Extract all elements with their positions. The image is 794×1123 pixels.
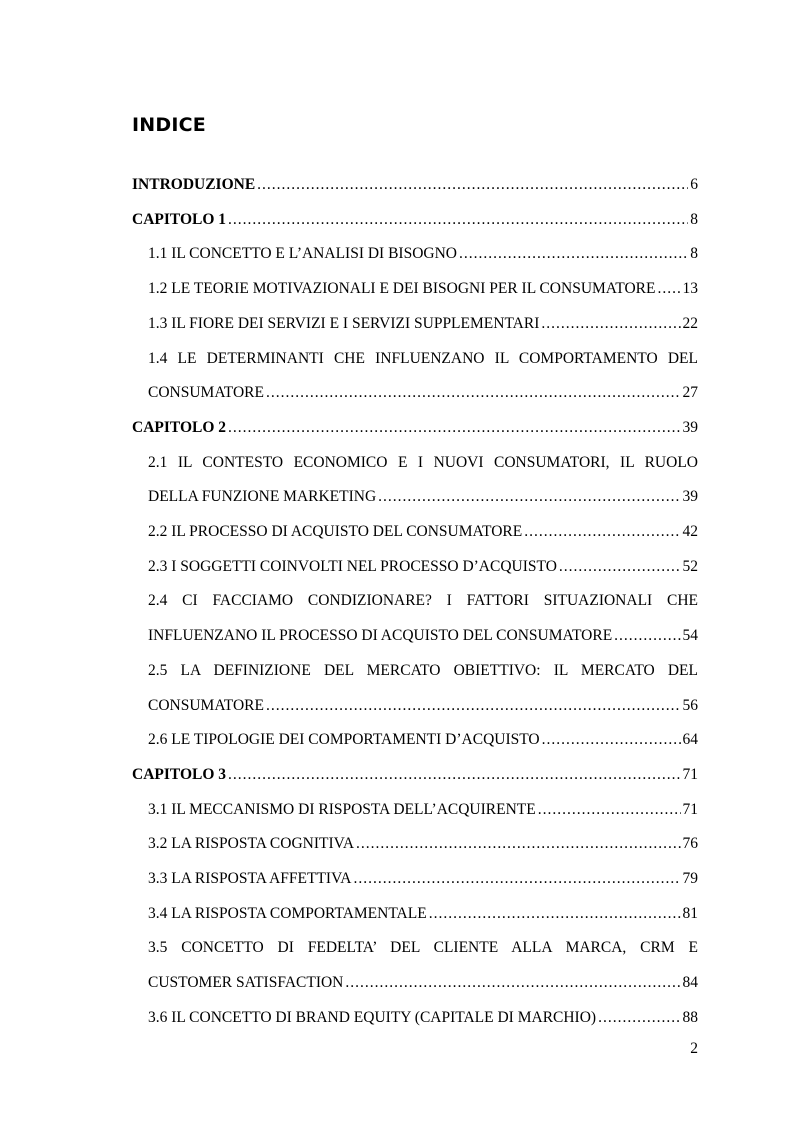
toc-entry-page: 13 [682, 280, 698, 298]
toc-dot-leader [356, 834, 680, 854]
toc-entry-label: 1.3 IL FIORE DEI SERVIZI E I SERVIZI SUPPLEMENTARI [148, 314, 540, 332]
toc-entry-label: CONSUMATORE [148, 384, 264, 402]
toc-entry-page: 71 [682, 800, 698, 818]
toc-entry-label: 3.1 IL MECCANISMO DI RISPOSTA DELL’ACQUIRENTE [148, 800, 536, 818]
toc-dot-leader [345, 973, 680, 993]
toc-dot-leader [542, 730, 681, 750]
toc-entry-page: 27 [682, 384, 698, 402]
toc-entry-page: 39 [682, 488, 698, 506]
toc-section-entry[interactable] [148, 869, 698, 889]
toc-section-entry[interactable] [148, 383, 698, 403]
toc-entry-page: 22 [682, 314, 698, 332]
toc-entry-page: 79 [682, 870, 698, 887]
toc-section-entry[interactable] [148, 626, 698, 646]
toc-entry-label: 1.2 LE TEORIE MOTIVAZIONALI E DEI BISOGNI PER IL CONSUMATORE [148, 280, 656, 298]
toc-dot-leader [614, 626, 680, 646]
toc-entry-page: 6 [690, 176, 698, 193]
toc-entry-page: 56 [682, 696, 698, 714]
page-title: INDICE [132, 114, 206, 136]
toc-dot-leader [257, 175, 688, 195]
toc-entry-label: INFLUENZANO IL PROCESSO DI ACQUISTO DEL CONSUMATORE [148, 627, 613, 645]
toc-entry-first-line: 1.4 LE DETERMINANTI CHE INFLUENZANO IL COMPORTAMENTO DEL [148, 349, 698, 367]
toc-chapter-entry[interactable] [132, 765, 698, 785]
toc-dot-leader [541, 314, 680, 334]
toc-dot-leader [538, 800, 681, 820]
toc-dot-leader [266, 696, 681, 716]
toc-entry-first-line: 2.4 CI FACCIAMO CONDIZIONARE? I FATTORI SITUAZIONALI CHE [148, 592, 698, 610]
toc-entry-first-line: 2.1 IL CONTESTO ECONOMICO E I NUOVI CONSUMATORI, IL RUOLO [148, 453, 698, 471]
toc-entry-page: 64 [682, 731, 698, 749]
toc-entry-page: 88 [682, 1008, 698, 1026]
toc-entry-label: CAPITOLO 3 [132, 765, 227, 783]
toc-entry-page: 84 [682, 974, 698, 992]
toc-dot-leader [228, 210, 688, 230]
toc-dot-leader [559, 557, 681, 577]
toc-entry-page: 8 [690, 210, 698, 228]
toc-entry-label: DELLA FUNZIONE MARKETING [148, 488, 377, 506]
toc-dot-leader [459, 244, 688, 264]
toc-section-entry[interactable] [148, 800, 698, 820]
toc-entry-label: CAPITOLO 1 [132, 210, 227, 228]
toc-entry-page: 42 [682, 523, 698, 540]
toc-chapter-entry[interactable] [132, 210, 698, 230]
toc-section-entry[interactable] [148, 904, 698, 924]
toc-dot-leader [353, 869, 680, 889]
toc-entry-label: 3.3 LA RISPOSTA AFFETTIVA [148, 870, 352, 887]
toc-entry-label: CONSUMATORE [148, 696, 264, 714]
toc-entry-page: 81 [682, 904, 698, 922]
toc-entry-page: 71 [682, 765, 698, 783]
toc-entry-first-line: 2.5 LA DEFINIZIONE DEL MERCATO OBIETTIVO: IL MERCATO DEL [148, 661, 698, 679]
toc-entry-page: 54 [682, 627, 698, 645]
toc-entry-label: 3.2 LA RISPOSTA COGNITIVA [148, 835, 355, 853]
toc-section-entry[interactable] [148, 696, 698, 716]
toc-section-entry[interactable] [148, 973, 698, 993]
toc-dot-leader [657, 279, 680, 299]
toc-entry-label: CAPITOLO 2 [132, 418, 227, 436]
toc-entry-label: INTRODUZIONE [132, 176, 256, 193]
toc-section-entry[interactable] [148, 487, 698, 507]
toc-entry-label: 1.1 IL CONCETTO E L’ANALISI DI BISOGNO [148, 245, 457, 263]
toc-section-entry[interactable] [148, 557, 698, 577]
toc-entry-label: 3.4 LA RISPOSTA COMPORTAMENTALE [148, 904, 427, 922]
toc-entry-page: 8 [690, 245, 698, 263]
toc-chapter-entry[interactable] [132, 418, 698, 438]
toc-dot-leader [429, 904, 681, 924]
toc-entry-label: 2.6 LE TIPOLOGIE DEI COMPORTAMENTI D’ACQUISTO [148, 731, 540, 749]
toc-section-entry[interactable] [148, 279, 698, 299]
toc-entry-first-line: 3.5 CONCETTO DI FEDELTA’ DEL CLIENTE ALLA MARCA, CRM E [148, 939, 698, 957]
toc-entry-label: CUSTOMER SATISFACTION [148, 974, 344, 992]
toc-section-entry[interactable] [148, 834, 698, 854]
toc-entry-page: 39 [682, 418, 698, 436]
toc-entry-page: 52 [682, 557, 698, 575]
toc-section-entry[interactable] [148, 314, 698, 334]
toc-dot-leader [266, 383, 681, 403]
toc-section-entry[interactable] [148, 522, 698, 542]
toc-entry-label: 2.3 I SOGGETTI COINVOLTI NEL PROCESSO D’ACQUISTO [148, 557, 557, 575]
toc-dot-leader [598, 1008, 680, 1028]
toc-dot-leader [228, 418, 680, 438]
toc-section-entry[interactable] [148, 1008, 698, 1028]
toc-entry-label: 3.6 IL CONCETTO DI BRAND EQUITY (CAPITALE DI MARCHIO) [148, 1008, 597, 1026]
toc-dot-leader [378, 487, 680, 507]
toc-entry-label: 2.2 IL PROCESSO DI ACQUISTO DEL CONSUMATORE [148, 523, 523, 540]
toc-chapter-entry[interactable] [132, 175, 698, 195]
page-number: 2 [690, 1040, 698, 1057]
toc-section-entry[interactable] [148, 730, 698, 750]
toc-entry-page: 76 [682, 835, 698, 853]
toc-dot-leader [524, 522, 680, 542]
toc-section-entry[interactable] [148, 244, 698, 264]
toc-dot-leader [228, 765, 680, 785]
